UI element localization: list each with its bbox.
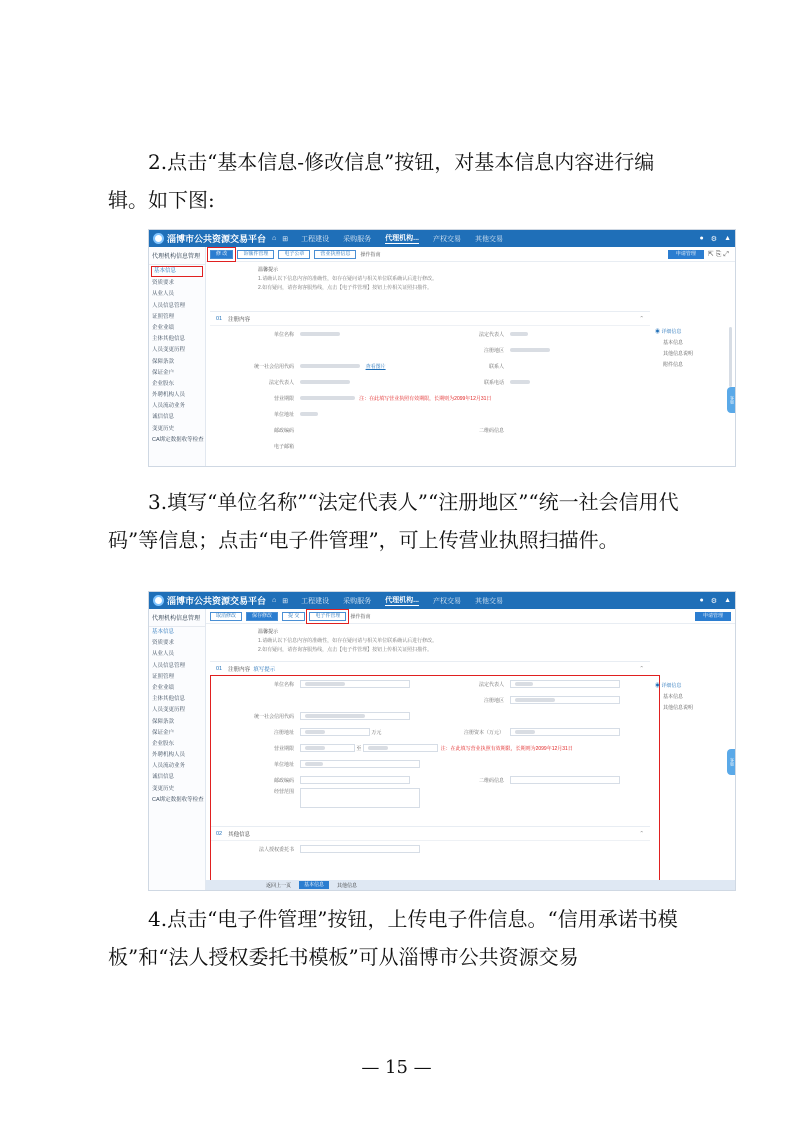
bell-icon[interactable]: ● [699, 234, 704, 242]
sidebar-item[interactable]: 企业股东 [152, 380, 175, 387]
form-row [210, 326, 650, 342]
sidebar-item[interactable]: 人员信息管理 [152, 302, 186, 309]
field-label: 二维码信息 [478, 427, 504, 434]
blurred-value [510, 380, 530, 384]
notice-title: 温馨提示 [258, 267, 279, 273]
scrollbar[interactable] [729, 327, 732, 387]
form-row [210, 358, 650, 374]
sidebar-item[interactable]: 资质要求 [152, 640, 175, 647]
section-number: 02 [216, 830, 223, 837]
sidebar-title: 代理机构信息管理 [149, 247, 205, 265]
section-number: 01 [216, 315, 223, 322]
sidebar-item[interactable]: 保障条款 [152, 358, 175, 365]
main-content [206, 609, 735, 890]
apply-manage-button[interactable]: 申请管理 [695, 612, 731, 621]
edit-button[interactable]: 修 改 [210, 250, 233, 259]
paragraph-text: 3.填写“单位名称”“法定代表人”“注册地区”“统一社会信用代码”等信息；点击“电子件管理”，可上传营业执照扫描件。 [108, 490, 679, 552]
license-info-button[interactable]: 营业执照信息 [314, 250, 356, 259]
blurred-value [510, 348, 550, 352]
paragraph-step-3 [108, 483, 693, 559]
sidebar [149, 247, 206, 466]
section-registration [210, 311, 650, 454]
field-label: 统一社会信用代码 [253, 713, 294, 720]
cancel-edit-button[interactable]: 取消修改 [210, 612, 242, 621]
section-title: 其他信息 [228, 831, 251, 838]
field-label: 单位地址 [273, 411, 294, 418]
nav-item[interactable]: 采购服务 [343, 235, 372, 243]
sidebar-title: 代理机构信息管理 [149, 609, 205, 627]
home-icon[interactable]: ⌂ [272, 235, 277, 242]
field-label: 邮政编码 [273, 427, 294, 434]
anchor-item[interactable]: 基本信息 [663, 694, 684, 700]
tab-basic-info[interactable]: 基本信息 [299, 881, 329, 889]
highlight-frame [210, 675, 660, 890]
field-label: 营业期限 [273, 395, 294, 402]
sidebar-item[interactable]: 变更历史 [152, 425, 175, 432]
float-service-tab[interactable]: 客服 [727, 749, 735, 775]
field-label: 单位地址 [273, 761, 294, 768]
paragraph-step-4 [108, 900, 693, 976]
field-label: 单位名称 [273, 331, 294, 338]
field-label: 邮政编码 [273, 777, 294, 784]
submit-button[interactable]: 提 交 [282, 612, 305, 621]
grid-icon[interactable]: ⊞ [282, 597, 289, 605]
anchor-nav [655, 681, 725, 714]
home-icon[interactable]: ⌂ [272, 597, 277, 604]
screenshot-basic-info [148, 229, 736, 467]
paragraph-text: 4.点击“电子件管理”按钮，上传电子件信息。“信用承诺书模板”和“法人授权委托书模板”可从淄博市公共资源交易 [108, 907, 678, 969]
notice-line: 2.如有疑问，请咨询客服热线，点击【电子件管理】按钮上传相关证照扫描件。 [258, 285, 433, 291]
field-label: 联系电话 [483, 379, 504, 386]
nav-item[interactable]: 产权交易 [432, 235, 461, 243]
top-navbar [149, 592, 735, 609]
user-icon[interactable]: ▲ [724, 596, 731, 604]
sidebar-item[interactable]: 人员变更历程 [152, 707, 186, 714]
top-navbar [149, 230, 735, 247]
anchor-item[interactable]: 其他信息说明 [663, 351, 694, 357]
sidebar-item[interactable]: 证照管理 [152, 313, 175, 320]
sidebar-item[interactable]: 资质要求 [152, 280, 175, 287]
sidebar-item[interactable]: 基本信息 [152, 629, 175, 635]
blurred-value [300, 396, 355, 400]
blurred-value [510, 332, 528, 336]
blurred-value [300, 380, 350, 384]
settings-icon[interactable]: ⚙ [710, 597, 718, 605]
chevron-up-icon[interactable]: ⌃ [639, 665, 644, 672]
sidebar-item[interactable]: CA绑定数据收等检查 [152, 436, 204, 443]
anchor-item[interactable]: ◉ 详细信息 [655, 681, 725, 692]
sidebar-item[interactable]: 外聘机构人员 [152, 752, 186, 759]
anchor-item[interactable]: 附件信息 [663, 362, 684, 368]
page-number: — 15 — [361, 1057, 432, 1078]
field-label: 注册地址 [273, 729, 294, 736]
section-header[interactable] [210, 312, 650, 326]
sidebar-item[interactable]: 保障条款 [152, 718, 175, 725]
form-row [210, 438, 650, 454]
field-label: 电子邮箱 [273, 443, 294, 450]
nav-item[interactable]: 采购服务 [343, 597, 372, 605]
chevron-up-icon[interactable]: ⌃ [639, 830, 644, 837]
form-row [210, 374, 650, 390]
sidebar-item[interactable]: 企业股东 [152, 740, 175, 747]
notice-line: 1.请确认以下信息内容的准确性，如存在疑问请与相关单位联系确认后进行修改。 [258, 638, 438, 644]
anchor-nav [655, 327, 725, 371]
apply-manage-button[interactable]: 申请管理 [668, 250, 704, 259]
chevron-up-icon[interactable]: ⌃ [639, 315, 644, 322]
notice-block [206, 262, 735, 297]
platform-brand: 淄博市公共资源交易平台 [167, 596, 267, 606]
nav-item[interactable]: 其他交易 [474, 597, 503, 605]
field-label: 营业期限 [273, 745, 294, 752]
expiry-note: 注：在此填写营业执照有效期限，长期则为2099年12月31日 [440, 745, 573, 752]
user-icon[interactable]: ▲ [724, 234, 731, 242]
sidebar-item[interactable]: 基本信息 [151, 266, 203, 277]
bell-icon[interactable]: ● [699, 596, 704, 604]
field-label: 法人授权委托书 [258, 846, 294, 853]
guide-link[interactable]: 操作指南 [360, 251, 381, 258]
sidebar-item[interactable]: 外聘机构人员 [152, 392, 186, 399]
field-label: 法定代表人 [268, 379, 294, 386]
paragraph-step-2 [108, 143, 693, 219]
sidebar-item[interactable]: 主体其他信息 [152, 696, 186, 703]
sidebar-item[interactable]: 证照管理 [152, 673, 175, 680]
field-label: 单位名称 [273, 681, 294, 688]
sidebar-item[interactable]: 企业业绩 [152, 684, 175, 691]
nav-item-active[interactable]: 代理机构... [385, 597, 419, 604]
save-edit-button[interactable]: 保存修改 [246, 612, 278, 621]
platform-logo-icon [153, 233, 164, 244]
sidebar-item[interactable]: 人员信息管理 [152, 662, 186, 669]
notice-title: 温馨提示 [258, 629, 279, 635]
back-link[interactable]: 返回上一页 [266, 882, 292, 889]
sidebar-item[interactable]: 从业人员 [152, 651, 175, 658]
anchor-item[interactable]: ◉ 详细信息 [655, 327, 725, 338]
nav-item[interactable]: 工程建设 [301, 597, 330, 605]
sidebar-item[interactable]: 诚信信息 [152, 774, 175, 781]
section-title: 注册内容 [228, 316, 251, 323]
sidebar-item[interactable]: 人员流动业务 [152, 763, 186, 770]
view-image-link[interactable]: 查看图片 [365, 363, 386, 370]
platform-logo-icon [153, 595, 164, 606]
e-seal-button[interactable]: 电子公章 [278, 250, 310, 259]
sidebar-item[interactable]: 保证金户 [152, 369, 175, 376]
sidebar-item[interactable]: 企业业绩 [152, 324, 175, 331]
field-label: 注册资本（万元） [463, 729, 504, 736]
field-label: 法定代表人 [478, 681, 504, 688]
section-header[interactable] [210, 662, 650, 676]
nav-item[interactable]: 工程建设 [301, 235, 330, 243]
blurred-value [300, 332, 340, 336]
sidebar-item[interactable]: 变更历史 [152, 785, 175, 792]
bottom-tabbar [206, 880, 735, 890]
settings-icon[interactable]: ⚙ [710, 235, 718, 243]
file-manage-button[interactable]: 诉额件管理 [237, 250, 274, 259]
section-number: 01 [216, 665, 223, 672]
to-label: 至 [356, 745, 362, 752]
screenshot-edit-info [148, 591, 736, 891]
paragraph-text: 2.点击“基本信息-修改信息”按钮，对基本信息内容进行编辑。如下图: [108, 150, 655, 212]
notice-line: 2.如有疑问，请咨询客服热线，点击【电子件管理】按钮上传相关证照扫描件。 [258, 647, 433, 653]
section-hint: 填写提示 [253, 666, 276, 673]
form-row [210, 342, 650, 358]
tab-other-info[interactable]: 其他信息 [337, 882, 358, 889]
form-row [210, 422, 650, 438]
blurred-value [300, 412, 318, 416]
field-label: 经营范围 [273, 789, 294, 795]
form-row [210, 406, 650, 422]
anchor-item[interactable]: 其他信息说明 [663, 705, 694, 711]
main-content [206, 247, 735, 466]
field-label: 注册地区 [483, 347, 504, 354]
grid-icon[interactable]: ⊞ [282, 235, 289, 243]
nav-item[interactable]: 其他交易 [474, 235, 503, 243]
field-label: 二维码信息 [478, 777, 504, 784]
nav-item-active[interactable]: 代理机构... [385, 235, 419, 242]
sidebar-item[interactable]: 人员变更历程 [152, 347, 186, 354]
notice-line: 1.请确认以下信息内容的准确性，如存在疑问请与相关单位联系确认后进行修改。 [258, 276, 438, 282]
notice-block [206, 624, 735, 659]
anchor-item[interactable]: 基本信息 [663, 340, 684, 346]
float-service-tab[interactable]: 客服 [727, 387, 735, 413]
toolbar [206, 609, 735, 624]
blurred-value [300, 364, 360, 368]
sidebar-item[interactable]: 从业人员 [152, 291, 175, 298]
sidebar-item[interactable]: 主体其他信息 [152, 336, 186, 343]
platform-brand: 淄博市公共资源交易平台 [167, 234, 267, 244]
guide-link[interactable]: 操作指南 [350, 613, 371, 620]
sidebar-item[interactable]: 人员流动业务 [152, 403, 186, 410]
field-label: 统一社会信用代码 [253, 363, 294, 370]
expiry-note: 注：在此填写营业执照有效期限，长期则为2099年12月31日 [359, 395, 492, 402]
sidebar-item[interactable]: 诚信信息 [152, 414, 175, 421]
sidebar [149, 609, 206, 890]
nav-item[interactable]: 产权交易 [432, 597, 461, 605]
field-label: 联系人 [488, 363, 504, 370]
export-icon[interactable]: ⇱⎘⤢ [707, 250, 731, 258]
sidebar-item[interactable]: 保证金户 [152, 729, 175, 736]
section-title: 注册内容 [228, 666, 251, 673]
sidebar-item[interactable]: CA绑定数据收等检查 [152, 796, 204, 803]
toolbar [206, 247, 735, 262]
field-label: 法定代表人 [478, 331, 504, 338]
file-manage-button[interactable]: 电子件管理 [309, 612, 346, 621]
field-label: 注册地区 [483, 697, 504, 704]
unit-label: 万元 [371, 729, 382, 736]
form-row [210, 390, 650, 406]
